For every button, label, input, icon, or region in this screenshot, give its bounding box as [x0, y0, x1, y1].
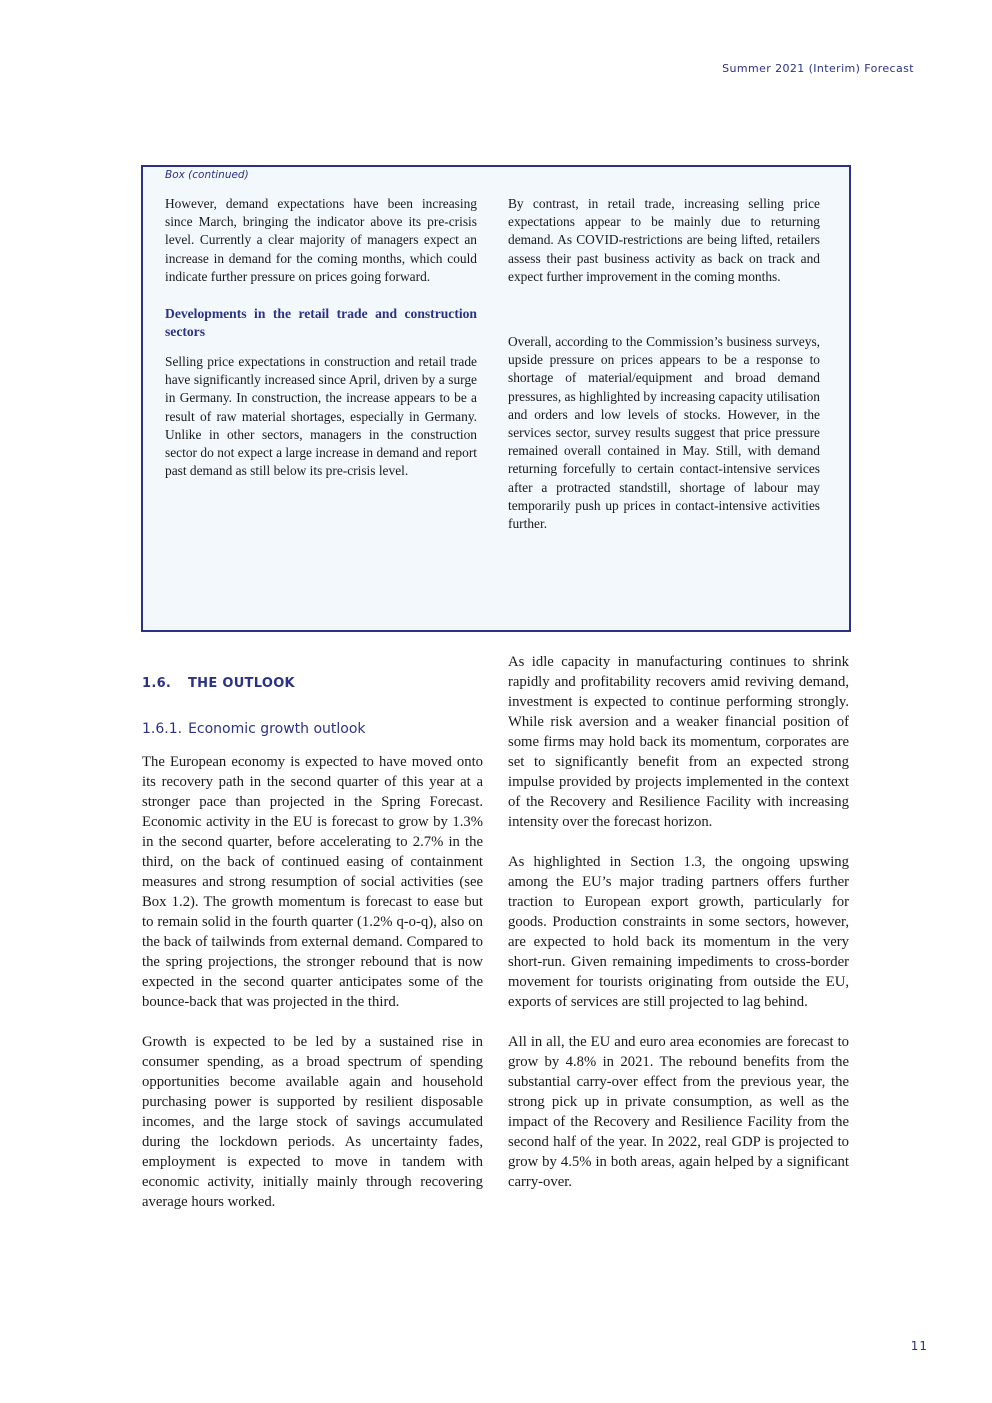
- box-paragraph: Selling price expectations in construction and retail trade have significantly increased since April, driven by a surge in Germany. In construction, the increase appears to be a result of raw material shortages, especially in Germany. Unlike in other sectors, managers in the construction sector do not expect a large increase in demand and report past demand as still below its pre-crisis level.: [165, 354, 477, 479]
- subsection-number: 1.6.1.: [142, 721, 183, 737]
- box-paragraph: Overall, according to the Commission’s business surveys, upside pressure on prices appears to be a response to shortage of material/equipment and broad demand pressures, as highlighted by increasing capacity utilisation and orders and low levels of stocks. However, in the services sector, survey results suggest that price pressure remained overall contained in May. Still, with demand returning forcefully to certain contact-intensive services after a protracted standstill, shortage of labour may temporarily push up prices in contact-intensive activities further.: [508, 334, 820, 532]
- page-number: 11: [910, 1339, 928, 1353]
- body-paragraph: Growth is expected to be led by a sustained rise in consumer spending, as a broad spectrum of spending opportunities become available again and household purchasing power is supported by resilient disposable incomes, and the large stock of savings accumulated during the lockdown periods. As uncertainty fades, employment is expected to move in tandem with economic activity, initially mainly through recovering average hours worked.: [142, 1034, 483, 1210]
- box-paragraph: However, demand expectations have been increasing since March, bringing the indicator above its pre-crisis level. Currently a clear majority of managers expect an increase in demand for the coming months, which could indicate further pressure on prices going forward.: [165, 196, 477, 284]
- box-right-column: [508, 195, 820, 552]
- spacer: [508, 305, 820, 333]
- box-label: Box (continued): [165, 169, 249, 181]
- body-paragraph: The European economy is expected to have moved onto its recovery path in the second quarter of this year at a stronger pace than projected in the Spring Forecast. Economic activity in the EU is forecast to grow by 1.3% in the second quarter, before accelerating to 2.7% in the third, on the back of continued easing of containment measures and strong resumption of social activities (see Box 1.2). The growth momentum is forecast to ease but to remain solid in the fourth quarter (1.2% q-o-q), also on the back of tailwinds from external demand. Compared to the spring projections, the stronger rebound that is now expected in the second quarter anticipates some of the bounce-back that was projected in the third.: [142, 754, 483, 1010]
- running-header: Summer 2021 (Interim) Forecast: [722, 62, 914, 75]
- main-right-column: [508, 652, 849, 1212]
- box-subheading: Developments in the retail trade and construction sectors: [165, 306, 477, 340]
- text-box: [141, 165, 851, 632]
- box-left-column: [165, 195, 477, 499]
- section-heading: [142, 676, 295, 691]
- box-paragraph: By contrast, in retail trade, increasing selling price expectations appear to be mainly due to returning demand. As COVID-restrictions are being lifted, retailers assess their past business activity as back on track and expect further improvement in the coming months.: [508, 196, 820, 284]
- subsection-heading: [142, 721, 366, 737]
- body-paragraph: All in all, the EU and euro area economies are forecast to grow by 4.8% in 2021. The rebound benefits from the substantial carry-over effect from the previous year, the strong pick up in private consumption, as well as the impact of the Recovery and Resilience Facility from the second half of the year. In 2022, real GDP is projected to grow by 4.5% in both areas, again helped by a significant carry-over.: [508, 1034, 849, 1190]
- section-title: THE OUTLOOK: [188, 676, 295, 691]
- body-paragraph: As highlighted in Section 1.3, the ongoing upswing among the EU’s major trading partners offers further traction to European export growth, particularly for goods. Production constraints in some sectors, however, are expected to hold back its momentum in the very short-run. Given remaining impediments to cross-border movement for tourists originating from outside the EU, exports of services are still projected to lag behind.: [508, 854, 849, 1010]
- subsection-title: Economic growth outlook: [188, 721, 366, 737]
- body-paragraph: As idle capacity in manufacturing continues to shrink rapidly and profitability recovers amid reviving demand, investment is expected to continue performing strongly. While risk aversion and a weaker financial position of some firms may hold back its momentum, corporates are set to significantly benefit from an expected strong impulse provided by projects implemented in the context of the Recovery and Resilience Facility with increasing intensity over the forecast horizon.: [508, 654, 849, 830]
- main-left-column: [142, 752, 483, 1232]
- section-number: 1.6.: [142, 676, 172, 691]
